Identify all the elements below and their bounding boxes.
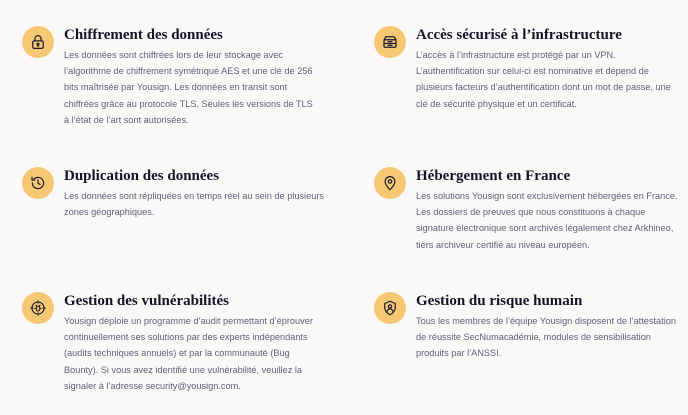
feature-title: Duplication des données	[64, 168, 220, 184]
user-shield-icon	[374, 292, 406, 324]
location-pin-icon	[374, 167, 406, 199]
lock-icon	[22, 26, 54, 58]
feature-title: Hébergement en France	[416, 168, 571, 184]
server-box-icon	[374, 26, 406, 58]
feature-description: Les données sont chiffrées lors de leur stockage avec l’algorithme de chiffrement symétrique AES et une clé de 256 bits maîtrisée par Yousign. Les données en transit sont chiffrées grâce au protocole TLS. Seules les versions de TLS à l’état de l’art sont autorisées.	[64, 50, 313, 125]
feature-description: Tous les membres de l’équipe Yousign disposent de l’attestation de réussite SecNumacadémie, modules de sensibilisation produits par l’ANSSI.	[416, 316, 676, 359]
history-clock-icon	[22, 167, 54, 199]
bug-target-icon	[22, 292, 54, 324]
feature-title: Chiffrement des données	[64, 27, 223, 43]
feature-title: Gestion du risque humain	[416, 293, 583, 309]
feature-description: L’accès à l’infrastructure est protégé par un VPN. L’authentification sur celui-ci est nominative et dépend de plusieurs facteurs d’authentification dont un mot de passe, une clé de sécurité physique et un certificat.	[416, 50, 671, 109]
feature-description: Yousign déploie un programme d’audit permettant d’éprouver continuellement ses solutions par des experts indépendants (audits techniques annuels) et par la communauté (Bug Bounty). Si vous avez identifié une vulnérabilité, veuillez la signaler à l’adresse security@yousign.com.	[64, 316, 313, 391]
feature-title: Accès sécurisé à l’infrastructure	[416, 27, 622, 43]
feature-title: Gestion des vulnérabilités	[64, 293, 230, 309]
feature-description: Les données sont répliquées en temps réel au sein de plusieurs zones géographiques.	[64, 191, 324, 218]
feature-description: Les solutions Yousign sont exclusivement hébergées en France. Les dossiers de preuves que nous constituons à chaque signature électronique sont archivés légalement chez Arkhineo, tiers archiveur certifié au niveau européen.	[416, 191, 678, 250]
